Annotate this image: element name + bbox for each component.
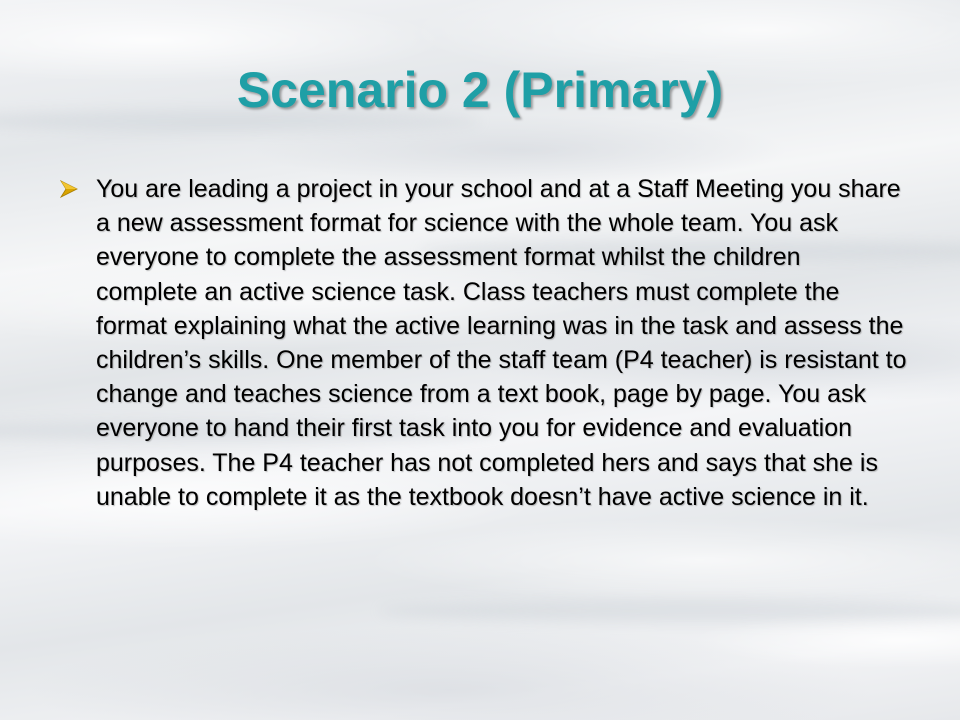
bullet-item	[58, 172, 908, 514]
bullet-list	[58, 172, 908, 514]
snow-streak	[380, 600, 960, 622]
bullet-text: You are leading a project in your school and at a Staff Meeting you share a new assessment format for science with the whole team. You ask everyone to complete the assessment format whilst the children complete an active science task. Class teachers must complete the format explaining what the active learning was in the task and assess the children’s skills. One member of the staff team (P4 teacher) is resistant to change and teaches science from a text book, page by page. You ask everyone to hand their first task into you for evidence and evaluation purposes. The P4 teacher has not completed hers and says that she is unable to complete it as the textbook doesn’t have active science in it.	[96, 175, 907, 511]
arrow-bullet-icon	[58, 172, 96, 206]
slide-title: Scenario 2 (Primary)	[236, 62, 724, 118]
